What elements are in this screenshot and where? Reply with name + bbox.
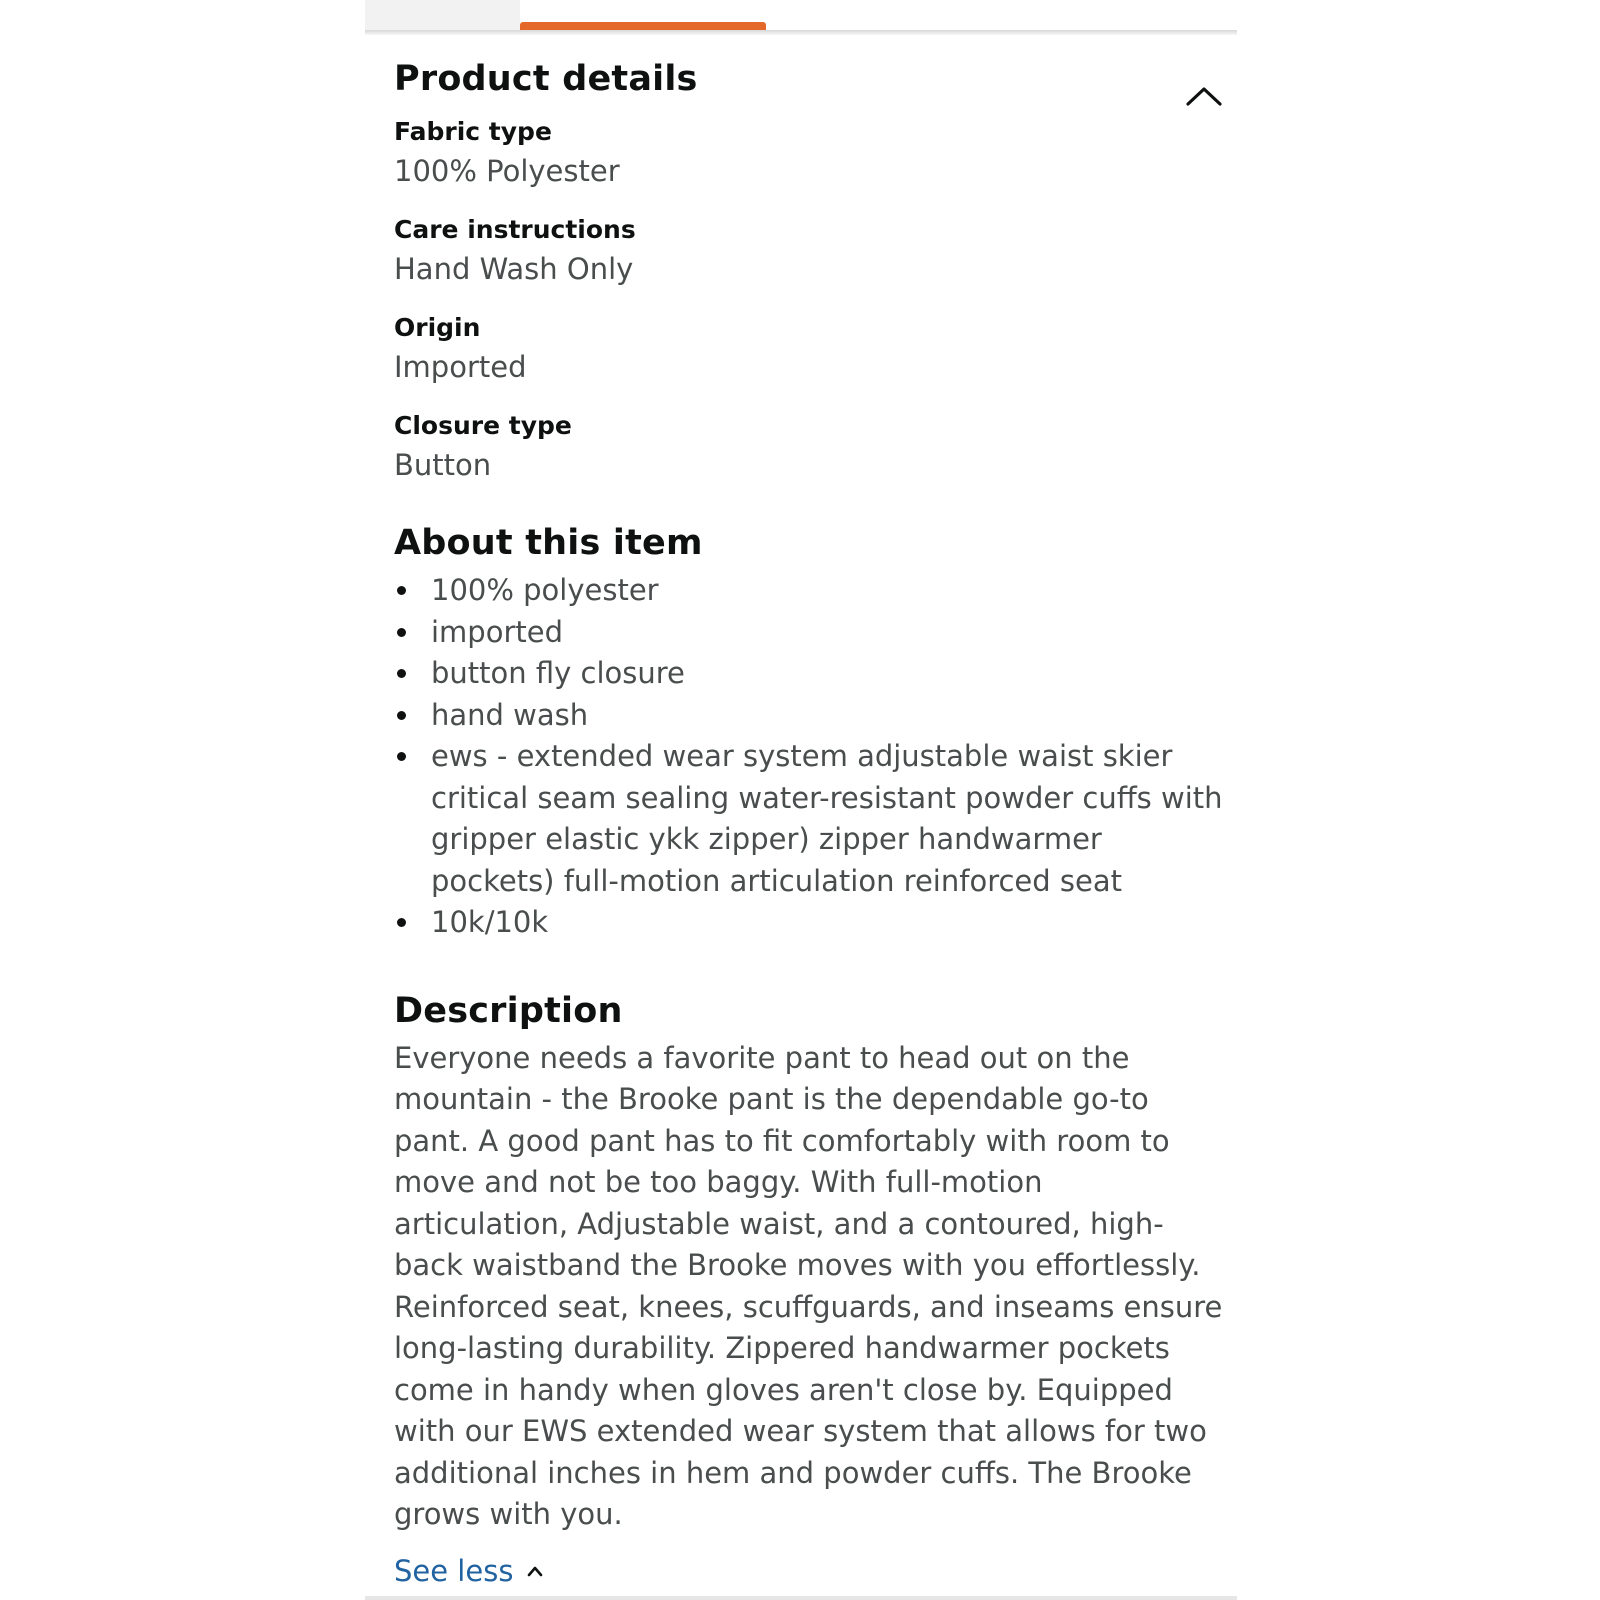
detail-value: Button xyxy=(394,448,492,482)
detail-closure-type xyxy=(394,408,1224,486)
tab-previous[interactable] xyxy=(365,0,520,30)
description-text: Everyone needs a favorite pant to head out on the mountain - the Brooke pant is the dependable go-to pant. A good pant has to fit comfortably with room to move and not be too baggy. With full-motion articulation, Adjustable waist, and a contoured, high-back waistband the Brooke moves with you effortlessly. Reinforced seat, knees, scuffguards, and inseams ensure long-lasting durability. Zippered handwarmer pockets come in handy when gloves aren't close by. Equipped with our EWS extended wear system that allows for two additional inches in hem and powder cuffs. The Brooke grows with you. xyxy=(394,1040,1223,1531)
bullet-text: 100% polyester xyxy=(431,573,659,607)
detail-care-instructions xyxy=(394,212,1224,290)
description-title: Description xyxy=(394,990,623,1031)
content-area xyxy=(394,52,1224,1592)
detail-label: Care instructions xyxy=(394,215,636,244)
bottom-divider xyxy=(365,1596,1237,1600)
about-section xyxy=(394,516,1224,944)
chevron-up-icon xyxy=(1186,85,1222,111)
detail-origin xyxy=(394,310,1224,388)
detail-value: Hand Wash Only xyxy=(394,252,634,286)
about-bullet-list xyxy=(394,570,1224,944)
bullet-icon xyxy=(397,711,406,720)
list-item xyxy=(394,736,1224,902)
product-details-title: Product details xyxy=(394,59,698,99)
bullet-text: imported xyxy=(431,614,564,649)
bullet-icon xyxy=(397,918,406,927)
caret-up-icon xyxy=(527,1565,543,1577)
detail-label: Fabric type xyxy=(394,117,552,146)
detail-label: Origin xyxy=(394,313,481,342)
product-info-panel xyxy=(365,0,1237,1600)
tab-strip xyxy=(365,0,1237,30)
description-section xyxy=(394,984,1224,1592)
list-item xyxy=(394,695,1224,737)
list-item xyxy=(394,612,1224,654)
collapse-product-details-button[interactable] xyxy=(1184,82,1224,114)
detail-value: 100% Polyester xyxy=(394,154,620,188)
detail-label: Closure type xyxy=(394,411,572,440)
list-item xyxy=(394,653,1224,695)
list-item xyxy=(394,902,1224,944)
bullet-icon xyxy=(397,669,406,678)
bullet-text: hand wash xyxy=(431,697,589,732)
tab-active-indicator[interactable] xyxy=(520,22,766,30)
bullet-text: 10k/10k xyxy=(431,905,549,939)
bullet-icon xyxy=(397,586,406,595)
detail-value: Imported xyxy=(394,350,527,384)
list-item xyxy=(394,570,1224,612)
tab-divider xyxy=(365,30,1237,35)
detail-fabric-type xyxy=(394,114,1224,192)
see-less-label: See less xyxy=(394,1553,514,1588)
about-title: About this item xyxy=(394,523,703,563)
see-less-link[interactable] xyxy=(394,1550,543,1592)
bullet-icon xyxy=(397,752,406,761)
bullet-icon xyxy=(397,628,406,637)
bullet-text: button fly closure xyxy=(431,656,685,690)
bullet-text: ews - extended wear system adjustable waist skier critical seam sealing water-resistant powder cuffs with gripper elastic ykk zipper) zipper handwarmer pockets) full-motion articulation reinforced seat xyxy=(431,739,1223,898)
product-details-section xyxy=(394,52,1224,486)
